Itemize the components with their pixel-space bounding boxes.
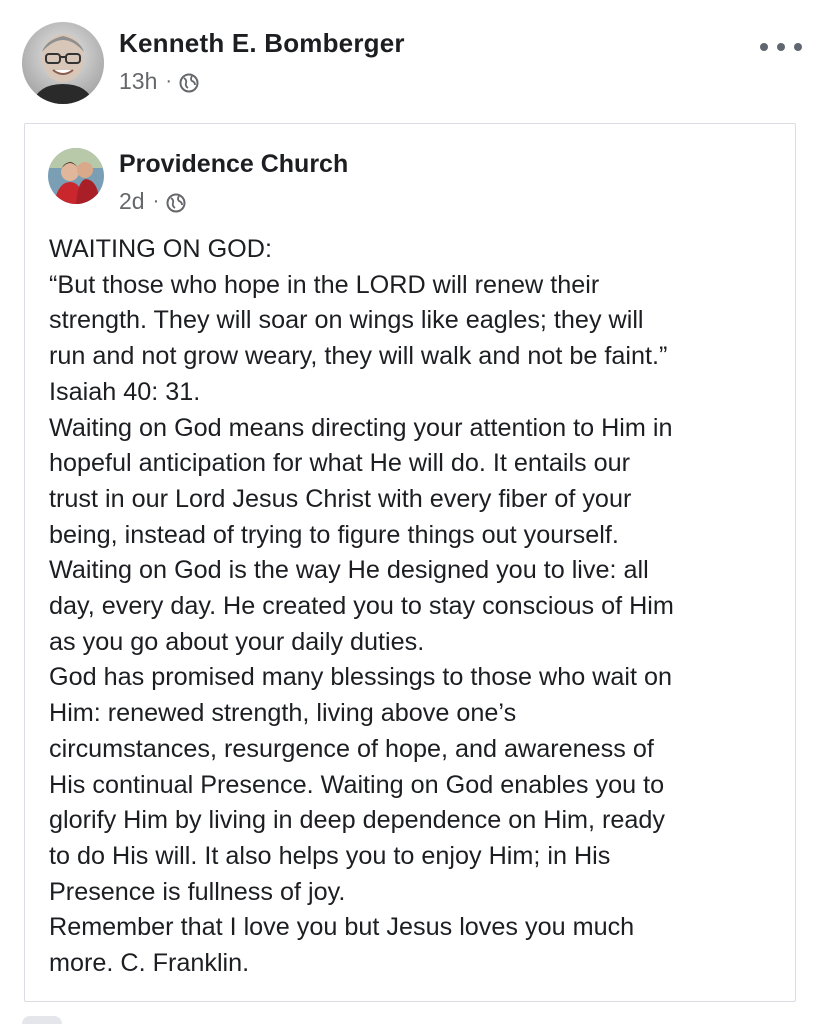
post-line: Him: renewed strength, living above one’s <box>49 699 517 728</box>
page-avatar[interactable] <box>48 148 104 204</box>
meta-separator: · <box>165 70 173 92</box>
post-line: circumstances, resurgence of hope, and awareness of <box>49 734 654 763</box>
more-options-button[interactable] <box>760 34 802 60</box>
meta-separator: · <box>152 190 160 212</box>
author-avatar[interactable] <box>22 22 104 104</box>
post-line: Waiting on God is the way He designed you to live: all <box>49 556 649 585</box>
post-line: strength. They will soar on wings like eagles; they will <box>49 306 644 335</box>
post-body-text <box>49 232 784 982</box>
post-line: WAITING ON GOD: <box>49 235 272 263</box>
post-timestamp[interactable]: 13h <box>119 68 158 94</box>
post-line: “But those who hope in the LORD will renew their <box>49 270 600 299</box>
post-line: hopeful anticipation for what He will do. It entails our <box>49 449 631 478</box>
post-line: His continual Presence. Waiting on God enables you to <box>49 770 665 799</box>
more-dot <box>794 43 802 51</box>
page-name[interactable]: Providence Church <box>119 150 349 178</box>
shared-post-card[interactable] <box>24 123 796 1002</box>
more-horizontal-icon <box>760 43 768 51</box>
reactions-peek <box>22 1016 62 1024</box>
post-header <box>0 0 821 120</box>
post-meta <box>119 68 199 95</box>
post-line: Isaiah 40: 31. <box>49 377 201 406</box>
shared-post-timestamp[interactable]: 2d <box>119 188 145 214</box>
post-line: Waiting on God means directing your attention to Him in <box>49 413 673 442</box>
post-line: Remember that I love you but Jesus loves you much <box>49 913 635 942</box>
shared-post-meta <box>119 188 186 215</box>
post-line: God has promised many blessings to those who wait on <box>49 663 673 692</box>
globe-icon <box>179 72 199 92</box>
post-line: being, instead of trying to figure things out yourself. <box>49 520 619 549</box>
post-line: glorify Him by living in deep dependence on Him, ready <box>49 806 666 835</box>
post-line: to do His will. It also helps you to enjoy Him; in His <box>49 841 611 870</box>
more-dot <box>777 43 785 51</box>
post-line: Presence is fullness of joy. <box>49 877 346 906</box>
post-line: more. C. Franklin. <box>49 949 250 978</box>
globe-icon <box>166 192 186 212</box>
author-name[interactable]: Kenneth E. Bomberger <box>119 28 405 58</box>
post-line: day, every day. He created you to stay conscious of Him <box>49 592 674 621</box>
post-line: as you go about your daily duties. <box>49 627 425 656</box>
post-line: trust in our Lord Jesus Christ with every fiber of your <box>49 484 632 513</box>
post-line: run and not grow weary, they will walk and not be faint.” <box>49 342 668 371</box>
